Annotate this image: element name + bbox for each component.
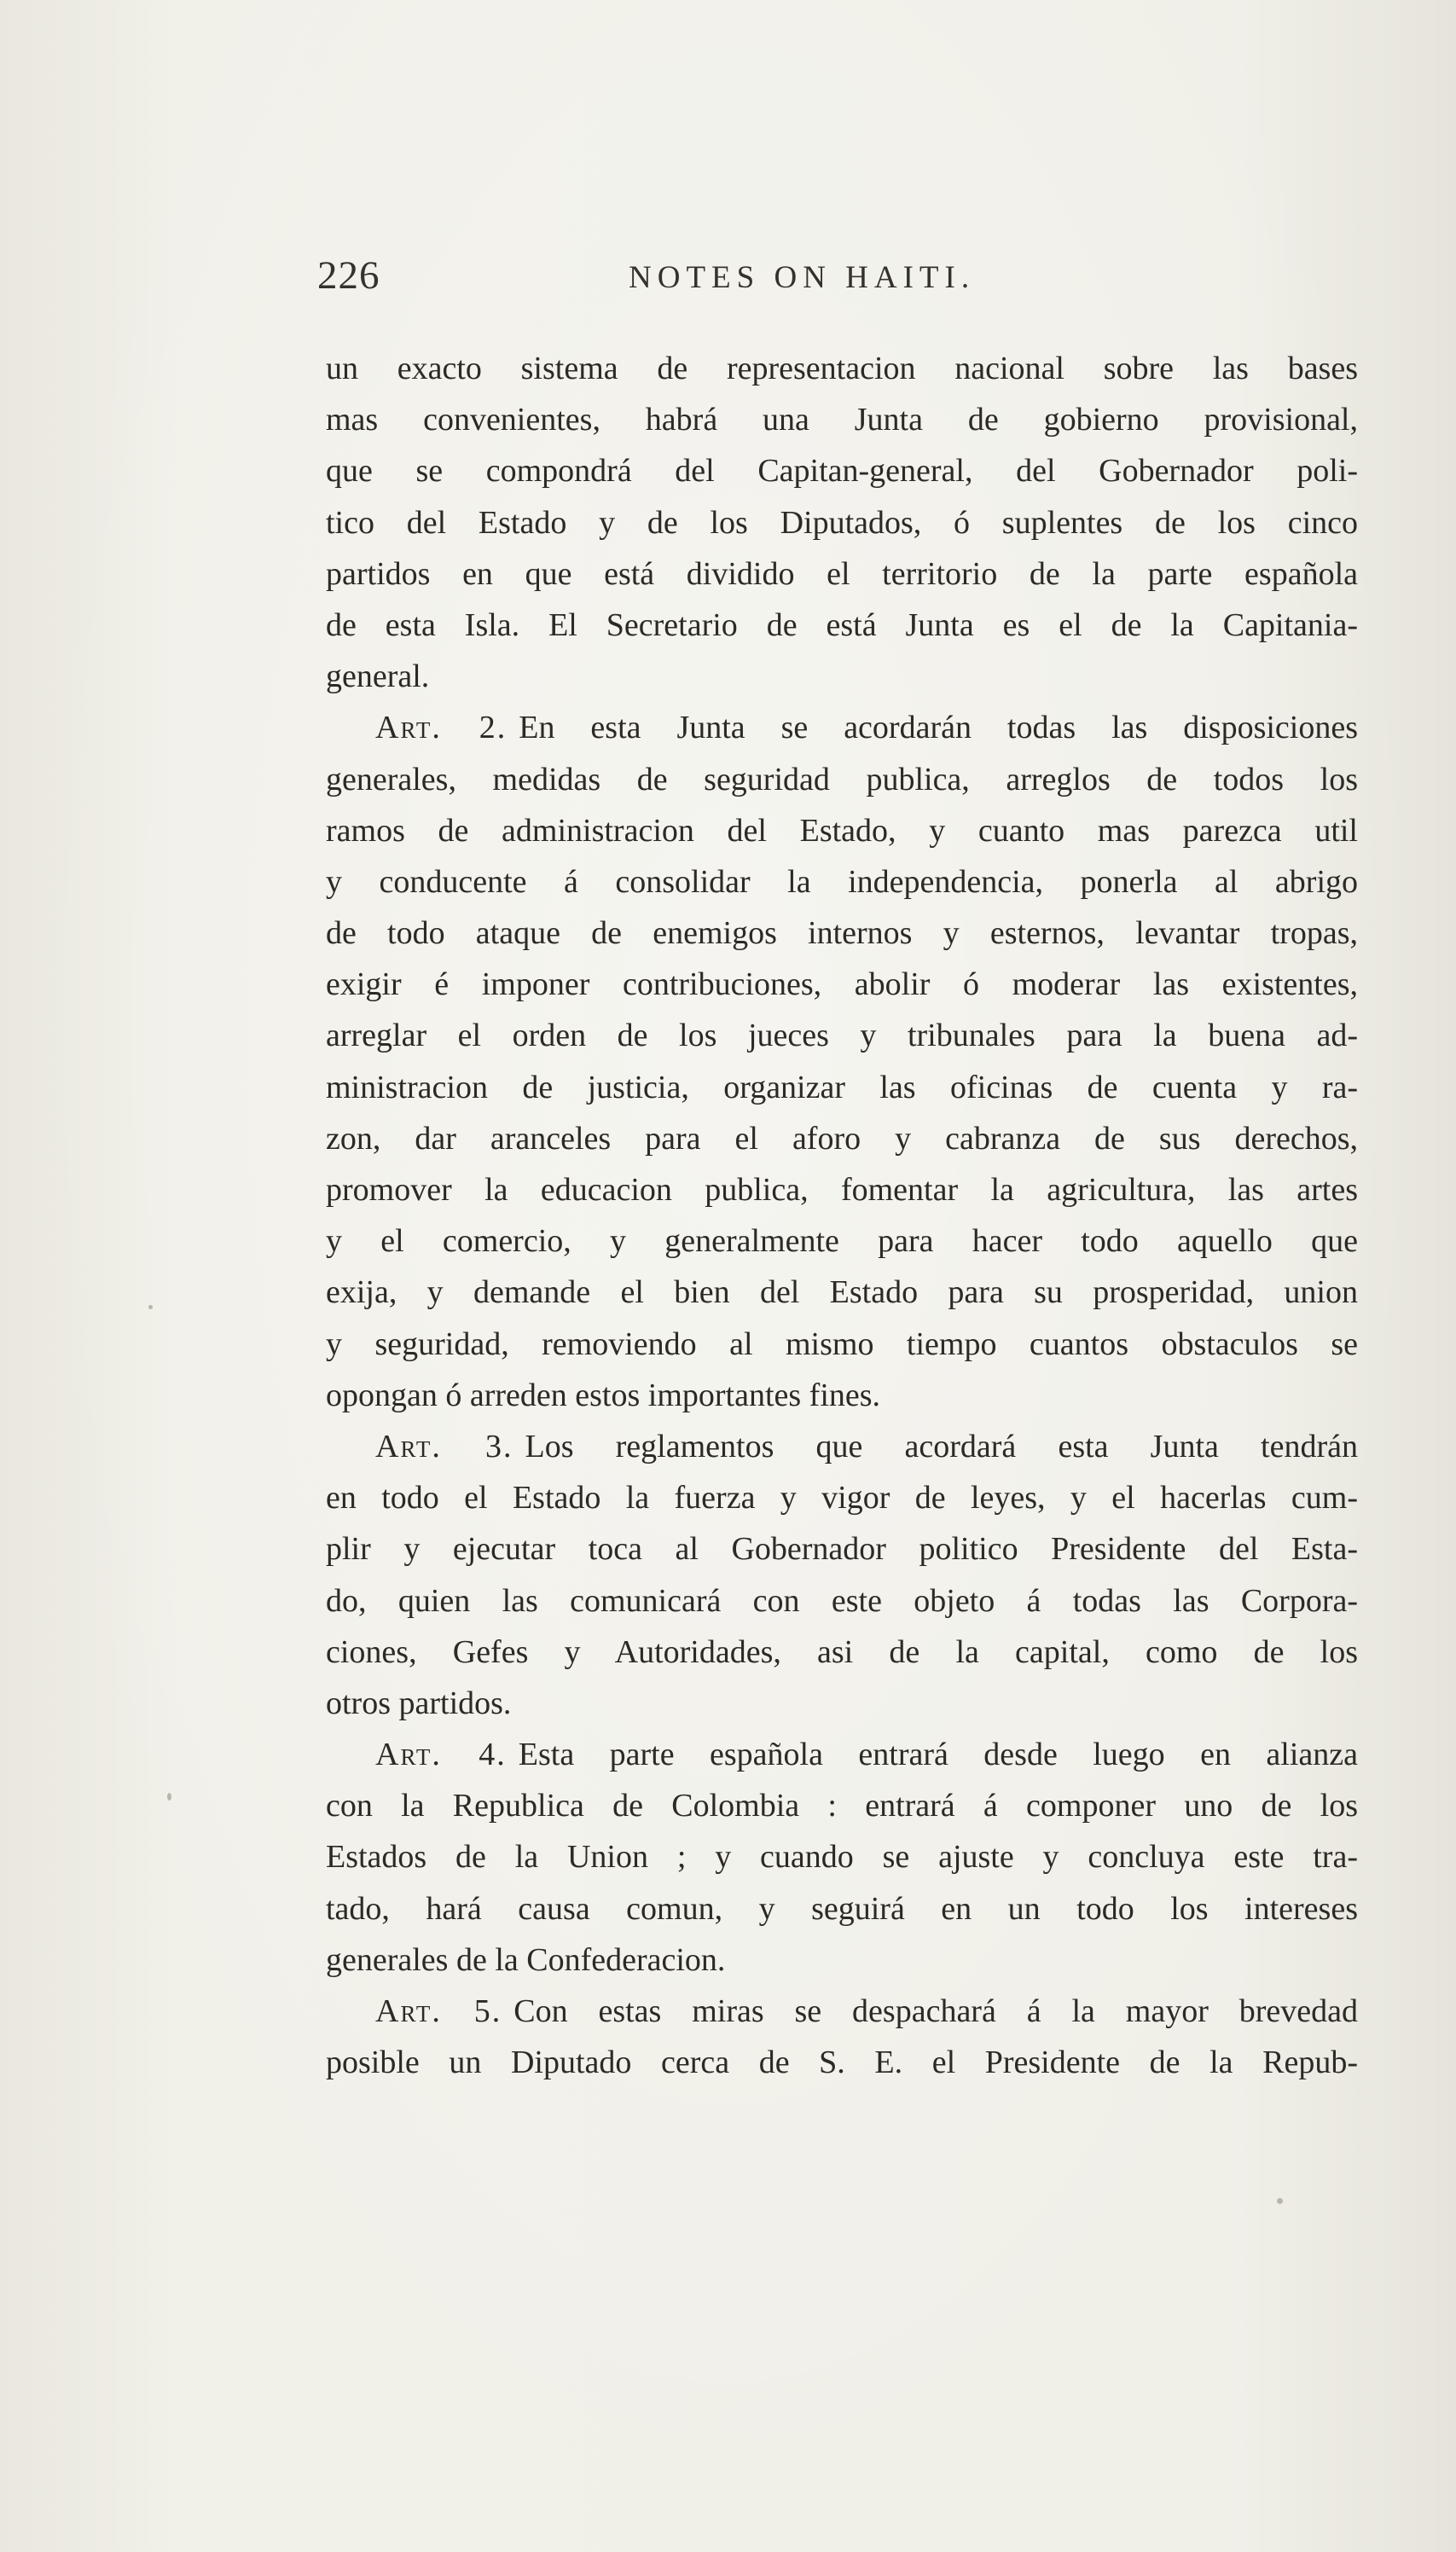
text-line [326, 2037, 1358, 2088]
article-label: Art. 3. [375, 1428, 513, 1464]
text-line [326, 600, 1358, 651]
article-label: Art. 2. [375, 710, 508, 746]
line-text: tado, hará causa comun, y seguirá en un todo los intereses [326, 1890, 1358, 1927]
line-text: de esta Isla. El Secretario de está Junta es el de la Capitania- [326, 606, 1358, 643]
text-line [326, 1831, 1358, 1882]
line-text: Los reglamentos que acordará esta Junta tendrán [525, 1428, 1358, 1464]
text-line [326, 1113, 1358, 1164]
line-text: En esta Junta se acordarán todas las disposiciones [519, 710, 1358, 746]
text-line [326, 856, 1358, 908]
line-text: Esta parte española entrará desde luego en alianza [518, 1737, 1358, 1773]
line-text: generales de la Confederacion. [326, 1941, 726, 1978]
text-line [326, 1523, 1358, 1575]
line-text: posible un Diputado cerca de S. E. el Presidente de la Repub- [326, 2044, 1358, 2081]
text-line [326, 1883, 1358, 1934]
line-text: generales, medidas de seguridad publica, arreglos de todos los [326, 761, 1358, 798]
text-line [326, 343, 1358, 394]
line-text: general. [326, 658, 430, 695]
text-line [326, 394, 1358, 445]
page-header [317, 252, 1358, 312]
line-text: ciones, Gefes y Autoridades, asi de la capital, como de los [326, 1633, 1358, 1670]
text-line [326, 1780, 1358, 1831]
running-title: NOTES ON HAITI. [629, 260, 976, 295]
line-text: tico del Estado y de los Diputados, ó suplentes de los cinco [326, 504, 1358, 541]
line-text: exija, y demande el bien del Estado para su prosperidad, union [326, 1274, 1358, 1311]
text-line [326, 1934, 1358, 1986]
line-text: ramos de administracion del Estado, y cuanto mas parezca util [326, 812, 1358, 849]
article-label: Art. 4. [375, 1737, 507, 1773]
text-line [326, 908, 1358, 959]
line-text: exigir é imponer contribuciones, abolir ó moderar las existentes, [326, 966, 1358, 1003]
page-number: 226 [317, 253, 380, 298]
ink-speck [167, 1793, 171, 1801]
article-line [326, 1986, 1358, 2037]
line-text: en todo el Estado la fuerza y vigor de leyes, y el hacerlas cum- [326, 1480, 1358, 1517]
text-line [326, 959, 1358, 1010]
text-line [326, 1010, 1358, 1061]
line-text: que se compondrá del Capitan-general, del Gobernador poli- [326, 453, 1358, 490]
line-text: de todo ataque de enemigos internos y esternos, levantar tropas, [326, 915, 1358, 952]
ink-speck [148, 1305, 153, 1309]
line-text: plir y ejecutar toca al Gobernador politico Presidente del Esta- [326, 1531, 1358, 1568]
line-text: con la Republica de Colombia : entrará á componer uno de los [326, 1788, 1358, 1824]
article-label: Art. 5. [375, 1993, 502, 2029]
article-line [326, 702, 1358, 753]
text-line [326, 1267, 1358, 1318]
text-line [326, 548, 1358, 600]
text-line [326, 1575, 1358, 1627]
text-line [326, 445, 1358, 496]
line-text: un exacto sistema de representacion nacional sobre las bases [326, 351, 1358, 386]
text-line [326, 1319, 1358, 1370]
line-text: opongan ó arreden estos importantes fines. [326, 1377, 881, 1413]
ink-speck [1277, 2198, 1283, 2204]
line-text: mas convenientes, habrá una Junta de gobierno provisional, [326, 402, 1358, 438]
text-line [326, 651, 1358, 702]
line-text: Estados de la Union ; y cuando se ajuste y concluya este tra- [326, 1839, 1358, 1876]
text-line [326, 497, 1358, 548]
line-text: arreglar el orden de los jueces y tribunales para la buena ad- [326, 1018, 1358, 1054]
text-line [326, 805, 1358, 856]
article-line [326, 1421, 1358, 1472]
line-text: promover la educacion publica, fomentar la agricultura, las artes [326, 1172, 1358, 1208]
text-line [326, 1062, 1358, 1113]
text-line [326, 754, 1358, 805]
text-line [326, 1678, 1358, 1729]
text-line [326, 1370, 1358, 1421]
line-text: otros partidos. [326, 1685, 512, 1721]
text-line [326, 1164, 1358, 1215]
line-text: y seguridad, removiendo al mismo tiempo cuantos obstaculos se [326, 1325, 1358, 1362]
text-line [326, 1472, 1358, 1523]
article-line [326, 1729, 1358, 1780]
line-text: y el comercio, y generalmente para hacer todo aquello que [326, 1223, 1358, 1260]
line-text: Con estas miras se despachará á la mayor brevedad [513, 1993, 1358, 2029]
line-text: partidos en que está dividido el territorio de la parte española [326, 555, 1358, 592]
body-text [326, 343, 1358, 2088]
line-text: zon, dar aranceles para el aforo y cabranza de sus derechos, [326, 1120, 1358, 1157]
line-text: y conducente á consolidar la independencia, ponerla al abrigo [326, 863, 1358, 900]
text-line [326, 1215, 1358, 1267]
text-line [326, 1627, 1358, 1678]
line-text: do, quien las comunicará con este objeto á todas las Corpora- [326, 1582, 1358, 1619]
line-text: ministracion de justicia, organizar las oficinas de cuenta y ra- [326, 1069, 1358, 1105]
